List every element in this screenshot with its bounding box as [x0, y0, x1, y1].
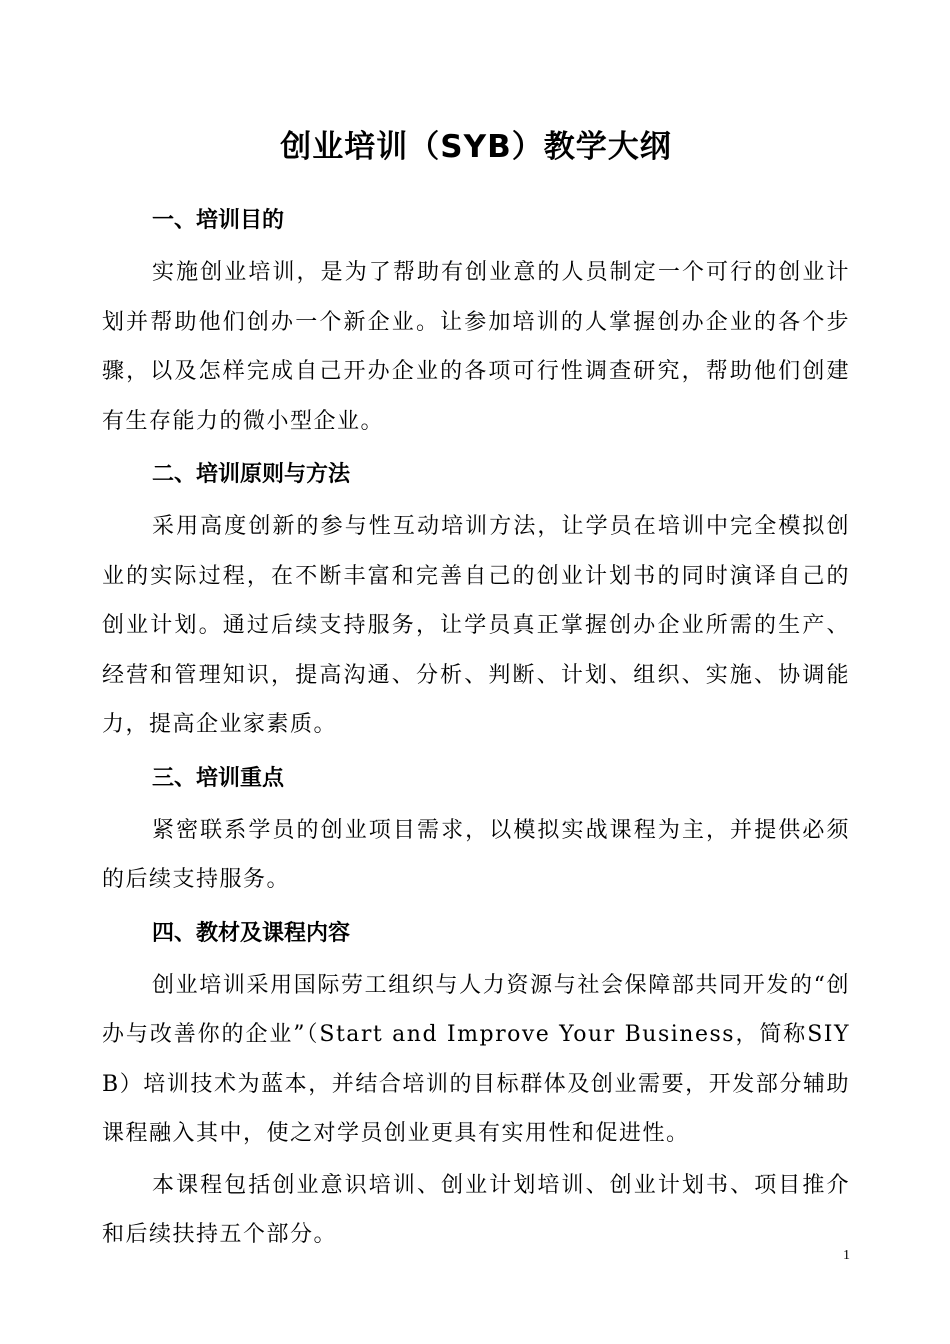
section-purpose [102, 194, 850, 446]
section-heading: 三、培训重点 [152, 765, 285, 791]
section-heading: 四、教材及课程内容 [152, 920, 351, 946]
section-paragraph: 创业培训采用国际劳工组织与人力资源与社会保障部共同开发的“创办与改善你的企业”（Start and Improve Your Business，简称SIYB）培训技术为蓝本，并结合培训的目标群体及创业需要，开发部分辅助课程融入其中，使之对学员创业更具有实用性和促进性。 [102, 972, 850, 1146]
section-heading: 二、培训原则与方法 [152, 462, 351, 487]
page-number: 1 [843, 1248, 850, 1263]
section-paragraph: 采用高度创新的参与性互动培训方法，让学员在培训中完全模拟创业的实际过程，在不断丰富和完善自己的创业计划书的同时演译自己的创业计划。通过后续支持服务，让学员真正掌握创办企业所需的生产、经营和管理知识，提高沟通、分析、判断、计划、组织、实施、协调能力，提高企业家素质。 [102, 514, 850, 737]
section-paragraph: 实施创业培训，是为了帮助有创业意的人员制定一个可行的创业计划并帮助他们创办一个新企业。让参加培训的人掌握创办企业的各个步骤，以及怎样完成自己开办企业的各项可行性调查研究，帮助他们创建有生存能力的微小型企业。 [102, 260, 850, 434]
document-title: 创业培训（SYB）教学大纲 [280, 129, 672, 165]
section-principles [102, 448, 850, 750]
section-paragraph: 紧密联系学员的创业项目需求，以模拟实战课程为主，并提供必须的后续支持服务。 [102, 817, 850, 892]
section-focus [102, 752, 850, 905]
section-paragraph: 本课程包括创业意识培训、创业计划培训、创业计划书、项目推介和后续扶持五个部分。 [102, 1172, 850, 1247]
section-materials [102, 907, 850, 1260]
section-heading: 一、培训目的 [152, 208, 285, 233]
